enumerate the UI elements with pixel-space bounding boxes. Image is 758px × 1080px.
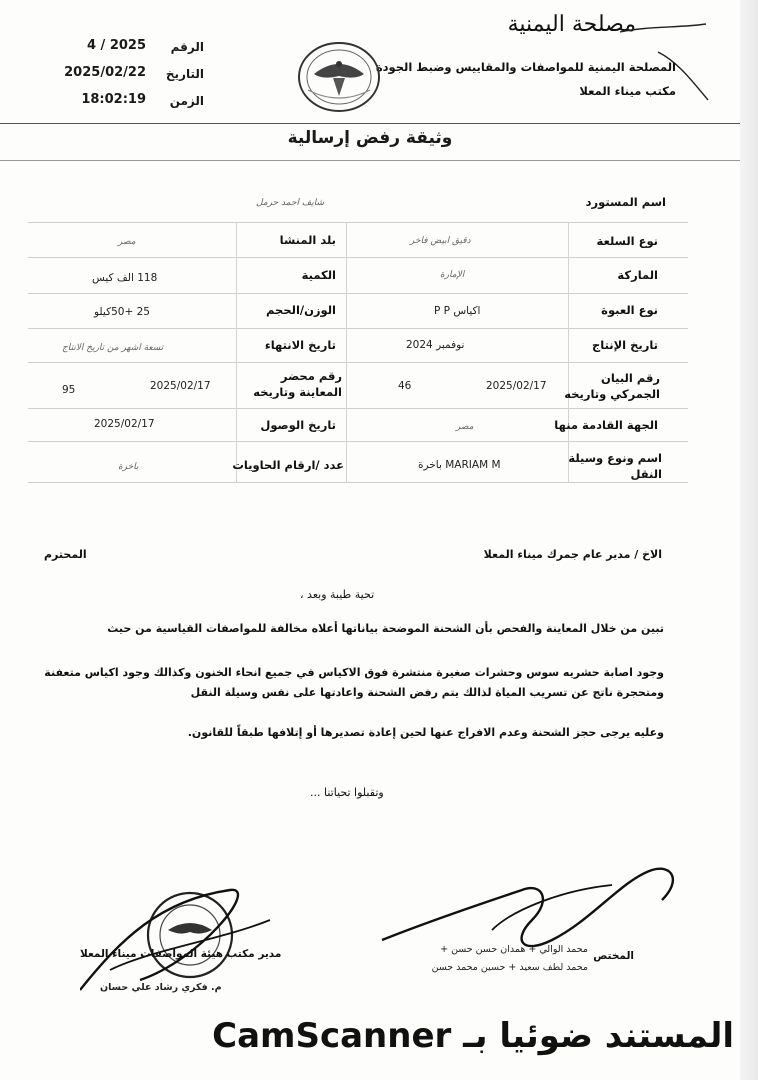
addressee: الاخ / مدير عام جمرك ميناء المعلا: [483, 548, 662, 561]
scanner-watermark: المستند ضوئيا بـ CamScanner: [212, 1016, 734, 1056]
arrival-date-value: 2025/02/17: [94, 418, 155, 430]
production-date-value: نوفمبر 2024: [406, 339, 465, 351]
table-row-divider: [28, 328, 688, 329]
paragraph-1: تبين من خلال المعاينة والفحص بأن الشحنة الموضحة بياناتها أعلاه مخالفة للمواصفات القياسية من حيث: [107, 622, 664, 635]
table-row-divider: [28, 482, 688, 483]
paragraph-2-line-2: ومتحجرة ناتج عن تسريب المياة لذالك يتم رفض الشحنة واعادتها على نفس وسيلة النقل: [190, 686, 664, 699]
specialist-names-line-1: محمد الوالي + همدان حسن حسن +: [440, 944, 588, 955]
inspection-report-date: 2025/02/17: [150, 380, 211, 392]
importer-label: اسم المستورد: [585, 195, 666, 209]
weight-value: 25 +50كيلو: [94, 306, 150, 318]
director-label: مدير مكتب هيئة المواصفات ميناء المعلا: [80, 948, 282, 960]
coming-from-value: مصر: [456, 422, 474, 432]
authority-title: مصلحة اليمنية: [507, 12, 636, 37]
production-date-label: تاريخ الإنتاج: [592, 338, 658, 352]
quantity-label: الكمية: [301, 268, 336, 282]
time-label: الزمن: [169, 94, 204, 108]
document-title: وثيقة رفض إرسالية: [287, 128, 453, 148]
table-col-divider: [346, 222, 347, 482]
paragraph-3: وعليه يرجى حجز الشحنة وعدم الافراج عنها لحين إعادة تصديرها أو إتلافها طبقاً للقانون.: [187, 726, 664, 739]
commodity-value: دقيق ابيض فاخر: [410, 236, 471, 246]
authority-line-2: مكتب ميناء المعلا: [579, 84, 676, 98]
expiry-date-label: تاريخ الانتهاء: [264, 338, 336, 352]
table-row-divider: [28, 293, 688, 294]
closing: وتقبلوا تحياتنا ...: [310, 786, 384, 799]
table-col-divider: [236, 222, 237, 482]
paragraph-2-line-1: وجود اصابة حشريه سوس وحشرات صغيرة منتشرة فوق الاكياس في جميع انحاء الخنون وكذالك وجود اكياس متعفنة: [44, 666, 664, 679]
title-rule: [0, 160, 740, 161]
customs-declaration-number: 46: [398, 380, 412, 392]
coming-from-label: الجهة القادمة منها: [554, 418, 658, 432]
specialist-label: المختص: [593, 950, 634, 962]
containers-label: عدد /ارقام الحاويات: [232, 458, 344, 472]
specialist-names-line-2: محمد لطف سعيد + حسين محمد حسن: [431, 962, 588, 973]
greeting: تحية طيبة وبعد ،: [300, 588, 375, 601]
number-value: 4 / 2025: [86, 38, 146, 53]
number-label: الرقم: [170, 40, 204, 54]
table-row-divider: [28, 408, 688, 409]
emblem-logo: [296, 40, 382, 114]
arrival-date-label: تاريخ الوصول: [260, 418, 336, 432]
scan-edge: [740, 0, 758, 1080]
table-row-divider: [28, 362, 688, 363]
vessel-value: MARIAM M باخرة: [418, 459, 501, 471]
time-value: 18:02:19: [81, 92, 146, 107]
date-value: 2025/02/22: [64, 65, 146, 80]
table-col-divider: [568, 222, 569, 482]
header-rule: [0, 123, 740, 124]
weight-label: الوزن/الحجم: [266, 303, 336, 317]
inspection-report-number: 95: [62, 384, 76, 396]
commodity-label: نوع السلعة: [596, 234, 658, 248]
director-name: م. فكري رشاد علي حسان: [100, 982, 222, 993]
inspection-report-label: رقم محضر المعاينة وتاريخه: [253, 369, 342, 399]
table-row-divider: [28, 441, 688, 442]
table-row-divider: [28, 222, 688, 223]
authority-line-1: المصلحة اليمنية للمواصفات والمقاييس وضبط الجودة: [375, 60, 676, 74]
respected-word: المحترم: [44, 548, 87, 561]
origin-label: بلد المنشا: [279, 233, 336, 247]
date-label: التاريخ: [165, 67, 204, 81]
customs-declaration-date: 2025/02/17: [486, 380, 547, 392]
importer-value: شايف احمد حرمل: [256, 198, 324, 208]
quantity-value: 118 الف كيس: [92, 272, 158, 284]
package-type-label: نوع العبوة: [601, 303, 658, 317]
vessel-label: اسم ونوع وسيلة النقل: [568, 451, 662, 481]
customs-declaration-label: رقم البيان الجمركي وتاريخه: [564, 371, 660, 401]
containers-value: باخرة: [118, 462, 139, 472]
brand-label: الماركة: [617, 268, 658, 282]
package-type-value: اكياس P P: [434, 305, 481, 317]
table-row-divider: [28, 257, 688, 258]
brand-value: الإمارة: [440, 270, 465, 280]
origin-value: مصر: [118, 237, 136, 247]
expiry-date-value: تسعة اشهر من تاريخ الانتاج: [62, 343, 164, 353]
